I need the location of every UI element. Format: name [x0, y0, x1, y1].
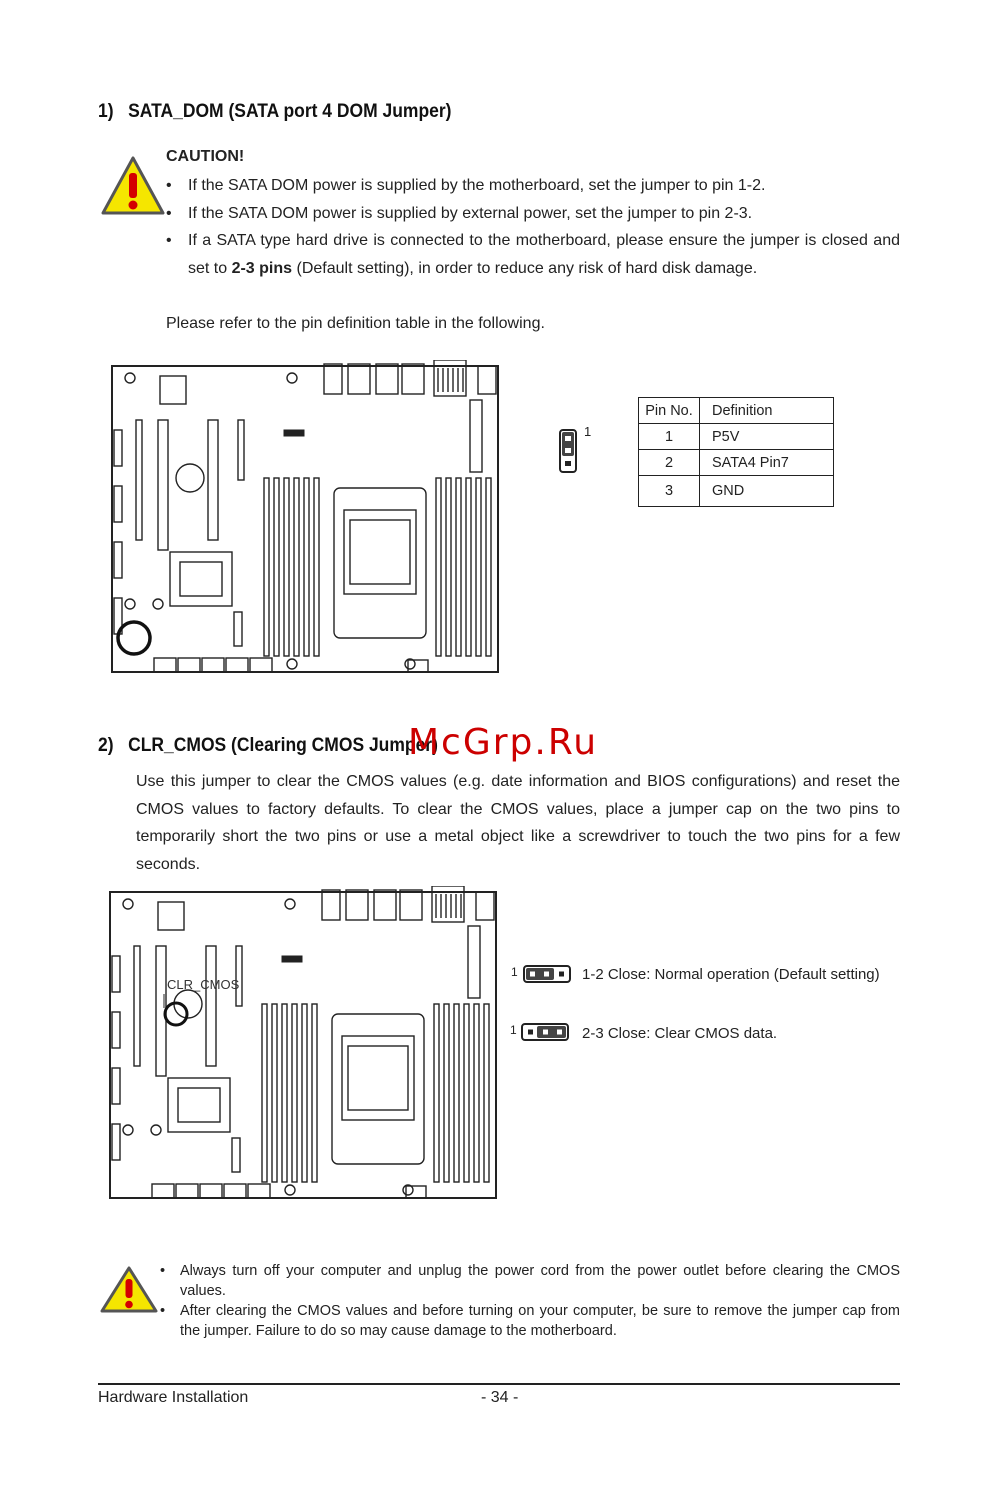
- pin1-marker: 1: [584, 424, 592, 439]
- option1-pin-marker: 1: [511, 965, 518, 979]
- notice-bullet: • Always turn off your computer and unplug the power cord from the power outlet before clearing the CMOS values.: [160, 1261, 900, 1301]
- section1-heading: 1) SATA_DOM (SATA port 4 DOM Jumper): [98, 101, 452, 122]
- header: [282, 956, 302, 962]
- table-cell: 1: [639, 424, 700, 450]
- notice-bullet-list: [160, 1261, 900, 1341]
- caution-bullet: • If the SATA DOM power is supplied by the motherboard, set the jumper to pin 1-2.: [166, 172, 900, 200]
- default-pins-bold: 2-3 pins: [231, 259, 293, 277]
- notice-warning-icon: [100, 1266, 158, 1314]
- footer-section-label: Hardware Installation: [98, 1389, 249, 1406]
- caution-title: CAUTION!: [166, 148, 245, 165]
- table-header-cell: Pin No.: [639, 398, 700, 424]
- motherboard-diagram-sata-dom: [108, 360, 504, 680]
- motherboard-diagram-clr-cmos: [106, 886, 502, 1206]
- table-row: [639, 424, 834, 450]
- footer-page-number: - 34 -: [481, 1389, 519, 1406]
- watermark: McGrp.Ru: [408, 722, 599, 763]
- option1-text: 1-2 Close: Normal operation (Default setting): [582, 966, 880, 983]
- caution-bullet-text: If a SATA type hard drive is connected to the motherboard, please ensure the jumper is closed and set to: [188, 232, 900, 277]
- table-header-row: [639, 398, 834, 424]
- caution-bullet: • If the SATA DOM power is supplied by external power, set the jumper to pin 2-3.: [166, 200, 900, 228]
- board-outline: [110, 892, 496, 1198]
- caution-bullet: [166, 227, 900, 282]
- table-row: [639, 476, 834, 507]
- section2-heading: 2) CLR_CMOS (Clearing CMOS Jumper): [98, 735, 438, 756]
- table-cell: P5V: [700, 424, 834, 450]
- jumper-closed-1-2-icon: [522, 964, 572, 984]
- footer-divider: [98, 1383, 900, 1385]
- caution-warning-icon: [100, 155, 166, 217]
- table-row: [639, 450, 834, 476]
- table-cell: 3: [639, 476, 700, 507]
- section2-body: Use this jumper to clear the CMOS values (e.g. date information and BIOS configurations) and reset the CMOS values to factory defaults. To clear the CMOS values, place a jumper cap on the two pins to temporarily short the two pins or use a metal object like a screwdriver to touch the two pins for a few seconds.: [136, 773, 900, 873]
- pin-definition-table: [638, 397, 834, 507]
- table-cell: 2: [639, 450, 700, 476]
- refer-text: Please refer to the pin definition table in the following.: [166, 315, 545, 332]
- caution-bullet-list: [166, 172, 900, 282]
- table-header-cell: Definition: [700, 398, 834, 424]
- caution-bullet-tail: (Default setting), in order to reduce any risk of hard disk damage.: [292, 259, 758, 277]
- jumper-closed-2-3-icon: [520, 1022, 570, 1042]
- header: [284, 430, 304, 436]
- board-outline: [112, 366, 498, 672]
- table-cell: GND: [700, 476, 834, 507]
- sata-dom-jumper-icon: [558, 428, 580, 474]
- table-cell: SATA4 Pin7: [700, 450, 834, 476]
- notice-bullet: • After clearing the CMOS values and before turning on your computer, be sure to remove the jumper cap from the jumper. Failure to do so may cause damage to the motherboard.: [160, 1301, 900, 1341]
- clr-cmos-board-label: CLR_CMOS: [167, 977, 240, 992]
- option2-pin-marker: 1: [510, 1023, 517, 1037]
- option2-text: 2-3 Close: Clear CMOS data.: [582, 1025, 778, 1042]
